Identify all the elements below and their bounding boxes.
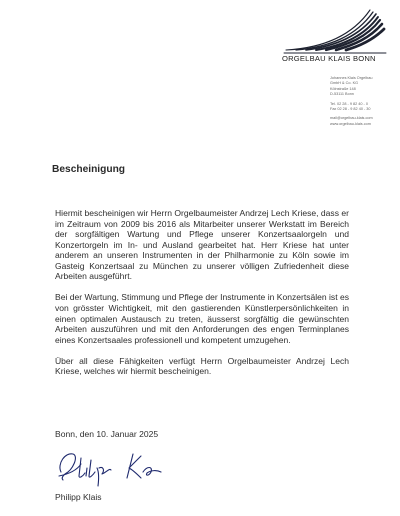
signer-name: Philipp Klais	[55, 492, 102, 502]
klais-logo	[282, 6, 388, 60]
body-paragraph: Hiermit bescheinigen wir Herrn Orgelbaumeister Andrzej Lech Kriese, dass er im Zeitraum von 2009 bis 2016 als Mitarbeiter unserer Werkstatt im Bereich der sorgfältigen Wartung und Pflege unserer Konzertsaalorgeln und Konzertorgeln im In- und Ausland gearbeitet hat. Herr Kriese hat unter anderem an unseren Instrumenten in der Philharmonie zu Köln sowie im Gasteig Konzertsaal zu München zu unserer völligen Zufriedenheit diese Arbeiten ausgeführt.	[55, 208, 349, 282]
sender-website: www.orgelbau-klais.com	[330, 121, 371, 126]
sender-phone: Tel. 02 28 - 9 82 40 - 0	[330, 101, 368, 106]
company-name: ORGELBAU KLAIS BONN	[282, 54, 376, 63]
signature-graphic	[55, 446, 185, 488]
logo-curves-graphic	[282, 6, 388, 60]
letter-body	[55, 208, 349, 387]
place-and-date: Bonn, den 10. Januar 2025	[55, 429, 159, 439]
body-paragraph: Über all diese Fähigkeiten verfügt Herrn Orgelbaumeister Andrzej Lech Kriese, welches wir hiermit bescheinigen.	[55, 355, 349, 377]
sender-line: Kölnstraße 148	[330, 86, 356, 91]
sender-address-block	[330, 76, 373, 127]
document-title: Bescheinigung	[52, 164, 126, 175]
sender-line: D-53111 Bonn	[330, 92, 354, 97]
sender-line: GmbH & Co. KG	[330, 81, 359, 86]
sender-email: mail@orgelbau-klais.com	[330, 116, 373, 121]
body-paragraph: Bei der Wartung, Stimmung und Pflege der Instrumente in Konzertsälen ist es von grösster Wichtigkeit, mit den gastierenden Künstlerpersönlichkeiten in einen optimalen Austausch zu treten, äusserst sorgfältig die gewünschten Arbeiten auszuführen und mit den Anforderungen des engen Terminplanes eines Konzertsaales professionell und kompetent umzugehen.	[55, 292, 349, 345]
sender-fax: Fax 02 28 - 9 82 40 - 30	[330, 106, 371, 111]
sender-line: Johannes Klais Orgelbau	[330, 76, 373, 80]
handwritten-signature	[55, 446, 185, 488]
